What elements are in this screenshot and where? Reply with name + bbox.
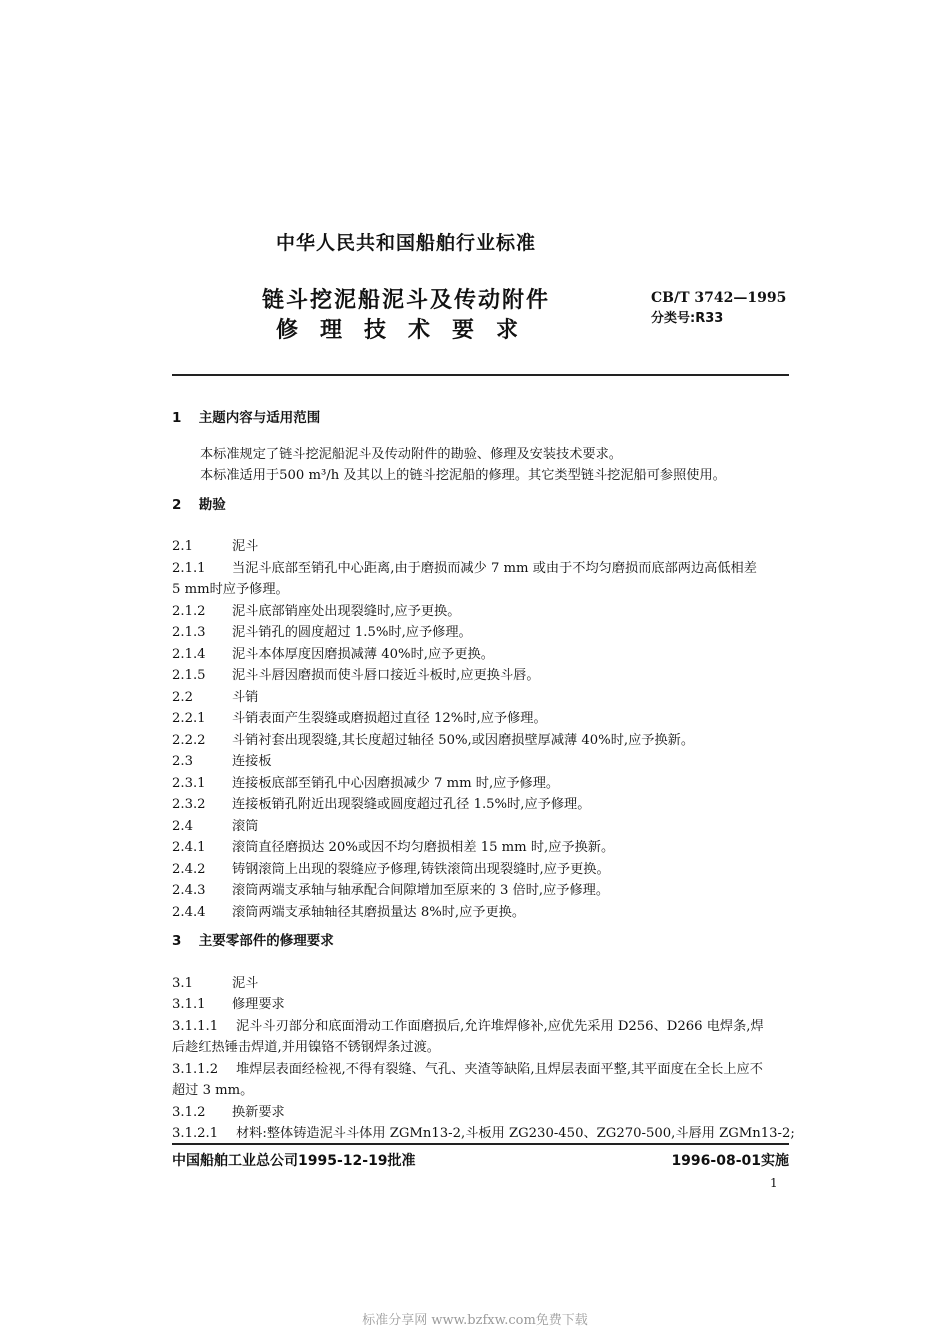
clause-text: 泥斗斗刃部分和底面滑动工作面磨损后,允许堆焊修补,应优先采用 D256、D266 电焊条,焊 (236, 1018, 764, 1034)
clause-number: 2.1.5 (172, 668, 206, 683)
clause-number: 3.1.1.2 (172, 1061, 219, 1077)
clause (172, 994, 792, 1016)
clause (172, 622, 792, 644)
section-title: 主要零部件的修理要求 (198, 933, 334, 949)
clause-number: 2.3.1 (172, 775, 206, 791)
clause-text: 滚筒两端支承轴与轴承配合间隙增加至原来的 3 倍时,应予修理。 (232, 883, 610, 898)
clause-number: 3.1.1.1 (172, 1018, 219, 1034)
clause-text: 滚筒 (232, 818, 259, 834)
section-heading (172, 408, 792, 430)
clause-number: 2.3.2 (172, 797, 206, 812)
clause (172, 536, 792, 558)
clause-continuation: 后趁红热锤击焊道,并用镍铬不锈钢焊条过渡。 (172, 1040, 440, 1055)
clause-text: 泥斗 (232, 539, 259, 554)
clause-continuation: 5 mm时应予修理。 (172, 582, 289, 597)
section-number: 3 (172, 933, 182, 949)
section-heading (172, 495, 792, 517)
clause (172, 665, 792, 687)
section-title: 勘验 (198, 496, 226, 513)
clause-text: 斗销表面产生裂缝或磨损超过直径 12%时,应予修理。 (232, 711, 547, 726)
clause (172, 837, 792, 859)
clause-text: 泥斗 (232, 975, 259, 991)
clause-number: 3.1 (172, 975, 193, 991)
paragraph: 本标准规定了链斗挖泥船泥斗及传动附件的勘验、修理及安装技术要求。 (200, 446, 622, 462)
clause-number: 2.1 (172, 539, 193, 554)
clause-number: 2.4.1 (172, 840, 206, 855)
clause (172, 794, 792, 816)
clause-number: 2.4.3 (172, 883, 206, 898)
clause-text: 材料:整体铸造泥斗斗体用 ZGMn13-2,斗板用 ZG230-450、ZG270-500,斗唇用 ZGMn13-2; (236, 1126, 795, 1141)
clause-text: 泥斗本体厚度因磨损减薄 40%时,应予更换。 (232, 646, 494, 662)
clause (172, 859, 792, 881)
clause (172, 1102, 792, 1124)
clause-number: 2.1.2 (172, 603, 206, 619)
effective-date: 1996-08-01实施 (671, 1153, 789, 1169)
document-body (172, 402, 795, 1145)
clause-number: 3.1.2 (172, 1104, 206, 1120)
clause-number: 2.1.4 (172, 646, 206, 662)
clause-text: 泥斗底部销座处出现裂缝时,应予更换。 (232, 603, 461, 619)
section-title: 主题内容与适用范围 (198, 410, 321, 426)
clause (172, 730, 792, 752)
clause-text: 斗销 (232, 689, 259, 705)
section-heading (172, 931, 792, 953)
clause-number: 2.4.2 (172, 861, 206, 877)
clause-number: 2.2.2 (172, 732, 206, 748)
clause-text: 修理要求 (232, 997, 285, 1012)
standard-number: CB/T 3742—1995 (651, 290, 787, 306)
clause-continuation: 超过 3 mm。 (172, 1083, 254, 1098)
issuing-country-header: 中华人民共和国船舶行业标准 (275, 232, 536, 254)
clause-number: 3.1.1 (172, 997, 206, 1012)
clause-number: 2.1.3 (172, 625, 206, 640)
clause-number: 2.3 (172, 754, 193, 769)
clause (172, 601, 792, 623)
clause (172, 902, 792, 924)
clause-number: 3.1.2.1 (172, 1126, 219, 1141)
clause-number: 2.2 (172, 689, 193, 705)
document-title-line1: 链斗挖泥船泥斗及传动附件 (262, 288, 551, 313)
clause-text: 滚筒直径磨损达 20%或因不均匀磨损相差 15 mm 时,应予换新。 (232, 840, 615, 855)
clause-text: 连接板 (232, 754, 272, 769)
clause (172, 880, 792, 902)
approval-info: 中国船舶工业总公司1995-12-19批准 (172, 1153, 416, 1169)
classification-number: 分类号:R33 (651, 311, 724, 326)
clause (172, 644, 792, 666)
document-title-line2: 修理技术要求 (276, 318, 541, 343)
clause-number: 2.1.1 (172, 560, 206, 576)
clause-text: 滚筒两端支承轴轴径其磨损量达 8%时,应予更换。 (232, 904, 526, 920)
clause (172, 1059, 792, 1081)
header-divider (172, 374, 789, 376)
clause-text: 泥斗销孔的圆度超过 1.5%时,应予修理。 (232, 625, 472, 640)
clause-number: 2.2.1 (172, 711, 206, 726)
clause (172, 708, 792, 730)
clause-text: 连接板销孔附近出现裂缝或圆度超过孔径 1.5%时,应予修理。 (232, 797, 591, 812)
page-number: 1 (770, 1176, 778, 1190)
clause-text: 斗销衬套出现裂缝,其长度超过轴径 50%,或因磨损壁厚减薄 40%时,应予换新。 (232, 732, 695, 748)
clause-number: 2.4 (172, 818, 193, 834)
paragraph: 本标准适用于500 m³/h 及其以上的链斗挖泥船的修理。其它类型链斗挖泥船可参照使用。 (200, 468, 726, 483)
clause (172, 816, 792, 838)
clause (172, 1123, 795, 1145)
section-number: 1 (172, 410, 182, 426)
clause (172, 558, 792, 580)
clause (172, 1016, 792, 1038)
clause (172, 687, 792, 709)
clause-text: 换新要求 (232, 1104, 285, 1120)
clause-text: 连接板底部至销孔中心因磨损减少 7 mm 时,应予修理。 (232, 775, 560, 791)
section-number: 2 (172, 496, 182, 513)
clause-number: 2.4.4 (172, 904, 206, 920)
clause-text: 铸钢滚筒上出现的裂缝应予修理,铸铁滚筒出现裂缝时,应予更换。 (232, 861, 610, 877)
clause-text: 当泥斗底部至销孔中心距离,由于磨损而减少 7 mm 或由于不均匀磨损而底部两边高低相差 (232, 560, 757, 576)
clause-text: 泥斗斗唇因磨损而使斗唇口接近斗板时,应更换斗唇。 (232, 668, 540, 683)
clause-text: 堆焊层表面经检视,不得有裂缝、气孔、夹渣等缺陷,且焊层表面平整,其平面度在全长上应不 (236, 1061, 763, 1077)
clause (172, 973, 792, 995)
footer-divider (172, 1143, 789, 1145)
clause (172, 773, 792, 795)
watermark-text: 标准分享网 www.bzfxw.com免费下载 (362, 1313, 588, 1328)
clause (172, 751, 792, 773)
